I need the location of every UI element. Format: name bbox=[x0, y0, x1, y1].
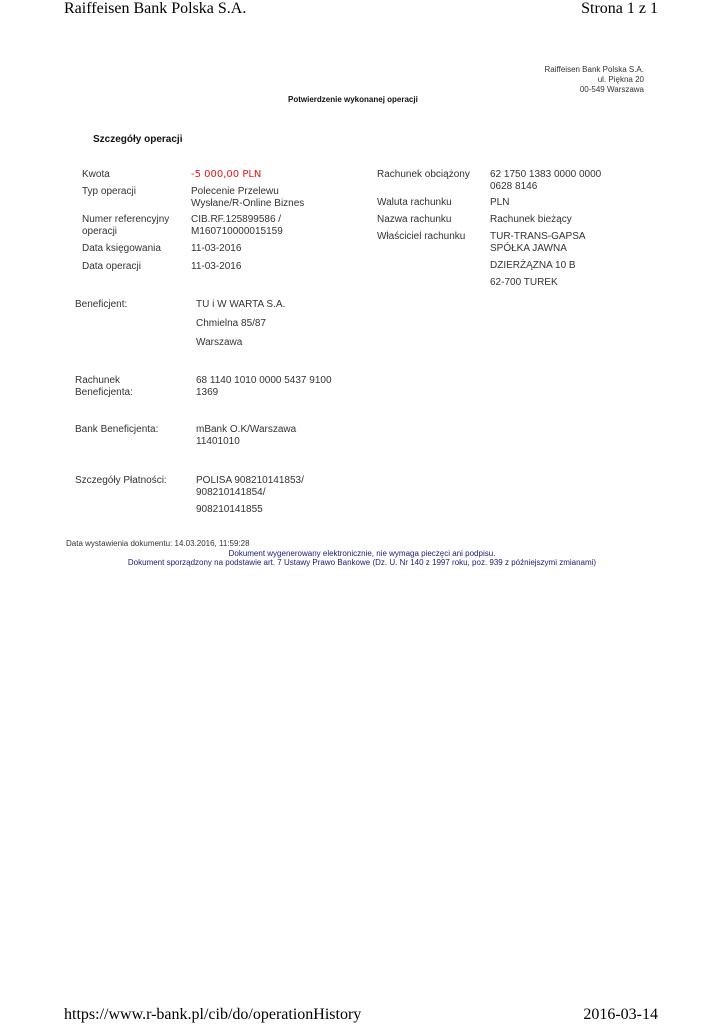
bank-address-line: ul. Piękna 20 bbox=[597, 75, 644, 84]
currency-label: Waluta rachunku bbox=[377, 197, 452, 208]
booking-date-value: 11-03-2016 bbox=[191, 243, 242, 254]
currency-value: PLN bbox=[490, 197, 510, 208]
amount-value: -5 000,00 PLN bbox=[191, 169, 262, 180]
payment-details-line: POLISA 908210141853/ bbox=[196, 475, 304, 486]
print-footer-date: 2016-03-14 bbox=[583, 1006, 658, 1023]
operation-date-label: Data operacji bbox=[82, 261, 141, 272]
reference-value-line: CIB.RF.125899586 / bbox=[191, 214, 282, 225]
beneficiary-label: Beneficjent: bbox=[75, 299, 128, 310]
charged-account-line: 0628 8146 bbox=[490, 181, 538, 192]
reference-label-line: Numer referencyjny bbox=[82, 214, 170, 225]
beneficiary-bank-value bbox=[196, 424, 296, 448]
bank-address bbox=[545, 65, 644, 95]
account-name-value: Rachunek bieżący bbox=[490, 214, 572, 225]
charged-account-value bbox=[490, 169, 601, 193]
document-title: Potwierdzenie wykonanej operacji bbox=[288, 95, 418, 104]
charged-account-label: Rachunek obciążony bbox=[377, 169, 470, 180]
reference-label-line: operacji bbox=[82, 226, 118, 237]
operation-type-value bbox=[191, 186, 304, 210]
payment-details-line: 908210141854/ bbox=[196, 487, 266, 498]
beneficiary-bank-line: 11401010 bbox=[196, 436, 240, 447]
beneficiary-bank-label: Bank Beneficjenta: bbox=[75, 424, 159, 435]
account-owner-city: 62-700 TUREK bbox=[490, 277, 558, 288]
account-owner-value bbox=[490, 231, 586, 255]
account-owner-label: Właściciel rachunku bbox=[377, 231, 466, 242]
beneficiary-account-label-line: Rachunek bbox=[75, 375, 121, 386]
bank-address-line: Raiffeisen Bank Polska S.A. bbox=[544, 65, 644, 74]
beneficiary-account-line: 1369 bbox=[196, 387, 219, 398]
reference-value-line: M160710000015159 bbox=[191, 226, 283, 237]
reference-value bbox=[191, 214, 283, 238]
operation-type-label: Typ operacji bbox=[82, 186, 136, 197]
amount-label: Kwota bbox=[82, 169, 110, 180]
operation-type-line: Wysłane/R-Online Biznes bbox=[191, 198, 305, 209]
account-owner-line: TUR-TRANS-GAPSA bbox=[490, 231, 586, 242]
beneficiary-street: Chmielna 85/87 bbox=[196, 318, 267, 329]
payment-details-value bbox=[196, 475, 304, 499]
booking-date-label: Data księgowania bbox=[82, 243, 161, 254]
bank-address-line: 00-549 Warszawa bbox=[579, 85, 644, 94]
operation-type-line: Polecenie Przelewu bbox=[191, 186, 279, 197]
print-header-right: Strona 1 z 1 bbox=[581, 0, 658, 17]
operation-date-value: 11-03-2016 bbox=[191, 261, 242, 272]
account-owner-line: SPÓŁKA JAWNA bbox=[490, 243, 567, 254]
section-title: Szczegóły operacji bbox=[93, 134, 183, 145]
beneficiary-city: Warszawa bbox=[196, 337, 243, 348]
beneficiary-bank-line: mBank O.K/Warszawa bbox=[196, 424, 297, 435]
payment-details-label: Szczegóły Płatności: bbox=[75, 475, 167, 486]
legal-basis-note: Dokument sporządzony na podstawie art. 7 Ustawy Prawo Bankowe (Dz. U. Nr 140 z 1997 roku, poz. 939 z późniejszymi zmianami) bbox=[127, 558, 597, 567]
electronic-document-note: Dokument wygenerowany elektronicznie, nie wymaga pieczęci ani podpisu. bbox=[228, 549, 496, 558]
print-header-left: Raiffeisen Bank Polska S.A. bbox=[64, 0, 247, 17]
reference-label bbox=[82, 214, 169, 238]
account-name-label: Nazwa rachunku bbox=[377, 214, 452, 225]
beneficiary-account-label-line: Beneficjenta: bbox=[75, 387, 133, 398]
beneficiary-account-line: 68 1140 1010 0000 5437 9100 bbox=[196, 375, 332, 386]
payment-details-line-3: 908210141855 bbox=[196, 504, 263, 515]
account-owner-address: DZIERŻĄZNA 10 B bbox=[490, 260, 576, 271]
beneficiary-account-value bbox=[196, 375, 332, 399]
issue-date-note: Data wystawienia dokumentu: 14.03.2016, 11:59:28 bbox=[66, 539, 250, 548]
charged-account-line: 62 1750 1383 0000 0000 bbox=[490, 169, 602, 180]
beneficiary-name: TU i W WARTA S.A. bbox=[196, 299, 286, 310]
beneficiary-account-label bbox=[75, 375, 133, 399]
print-footer-url: https://www.r-bank.pl/cib/do/operationHistory bbox=[64, 1006, 362, 1023]
